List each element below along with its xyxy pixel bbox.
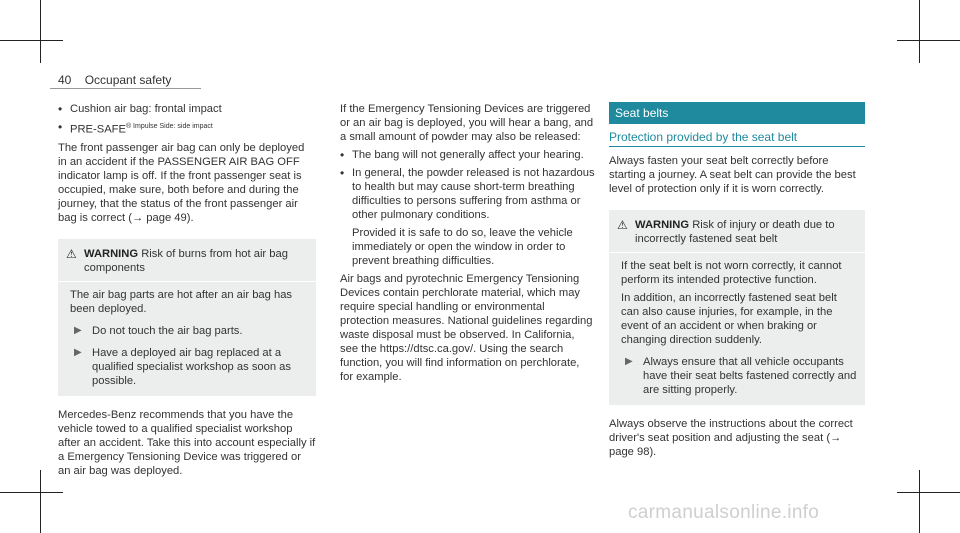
action-step: ▶ Do not touch the air bag parts. xyxy=(70,324,308,338)
warning-box: ⚠ WARNING Risk of burns from hot air bag components The air bag parts are hot after an air bag has been deployed. ▶ Do not touch the air bag parts. ▶ Have a deployed air bag replaced at a qualified specialist workshop as soon as possible. xyxy=(58,239,316,396)
section-band: Seat belts xyxy=(609,102,865,124)
list-item: • Cushion air bag: frontal impact xyxy=(58,102,222,116)
warning-body: In addition, an incorrectly fastened seat belt can also cause injuries, for example, in the event of an accident or when braking or changing direction suddenly. xyxy=(621,292,837,346)
watermark: carmanualsonline.info xyxy=(628,502,820,523)
warning-body: The air bag parts are hot after an air bag has been deployed. xyxy=(70,288,293,315)
column-left xyxy=(58,102,316,482)
paragraph: Always observe the instructions about the correct driver's seat position and adjusting the seat (→ page 98). xyxy=(609,418,853,458)
crop-mark xyxy=(40,0,41,63)
paragraph: Mercedes-Benz recommends that you have the vehicle towed to a qualified specialist workshop after an accident. Take this into account especially if a Emergency Tensioning Device was triggered or an air bag was deployed. xyxy=(58,408,316,477)
crop-mark xyxy=(0,40,63,41)
section-title: Occupant safety xyxy=(84,73,172,87)
play-arrow-icon: ▶ xyxy=(74,324,82,336)
column-right xyxy=(609,102,865,463)
page-header xyxy=(58,73,171,87)
crop-mark xyxy=(897,40,960,41)
warning-triangle-icon: ⚠ xyxy=(617,218,628,232)
column-middle xyxy=(340,102,595,388)
crop-mark xyxy=(0,492,63,493)
action-step: ▶ Have a deployed air bag replaced at a qualified specialist workshop as soon as possible. xyxy=(70,346,308,388)
paragraph: The front passenger air bag can only be deployed in an accident if the PASSENGER AIR BAG OFF indicator lamp is off. If the front passenger seat is occupied, make sure, both before and during the journey, that the status of the front passenger air bag is correct (→ page 49). xyxy=(58,141,305,224)
play-arrow-icon: ▶ xyxy=(74,346,82,358)
action-step: ▶ Always ensure that all vehicle occupants have their seat belts fastened correctly and are sitting properly. xyxy=(621,355,857,397)
bullet-icon: • xyxy=(340,148,345,162)
page-number: 40 xyxy=(58,73,72,87)
crop-mark xyxy=(919,0,920,63)
crop-mark xyxy=(40,470,41,533)
indented-paragraph: Provided it is safe to do so, leave the vehicle immediately or open the window in order to prevent breathing difficulties. xyxy=(352,227,573,267)
crop-mark xyxy=(897,492,960,493)
warning-box: ⚠ WARNING Risk of injury or death due to incorrectly fastened seat belt If the seat belt is not worn correctly, it cannot perform its intended protective function. In addition, an incorrectly fastened seat belt can also cause injuries, for example, in the event of an accident or when braking or changing direction suddenly. ▶ Always ensure that all vehicle occupants have their seat belts fastened correctly and are sitting properly. xyxy=(609,210,865,405)
paragraph: If the Emergency Tensioning Devices are triggered or an air bag is deployed, you will hear a bang, and a small amount of powder may also be released: xyxy=(340,103,594,143)
header-divider xyxy=(50,88,201,89)
bullet-icon: • xyxy=(58,120,63,134)
list-item: • In general, the powder released is not hazardous to health but may cause short-term breathing difficulties to persons suffering from asthma or other pulmonary conditions. xyxy=(340,166,595,221)
paragraph: Air bags and pyrotechnic Emergency Tensioning Devices contain perchlorate material, which may require special handling or environmental protection measures. National guidelines regarding waste disposal must be observed. In California, see the https://dtsc.ca.gov/. Using the search function, you will find information on perchlorate, for example. xyxy=(340,273,593,383)
bullet-icon: • xyxy=(58,102,63,116)
warning-body: If the seat belt is not worn correctly, it cannot perform its intended protective function. xyxy=(621,260,842,286)
crop-mark xyxy=(919,470,920,533)
subsection-title: Protection provided by the seat belt xyxy=(609,130,865,147)
list-item: • PRE-$SAFE^{® Impulse Side: side impact}$ xyxy=(58,120,213,136)
play-arrow-icon: ▶ xyxy=(625,356,633,367)
paragraph: Always fasten your seat belt correctly before starting a journey. A seat belt can provide the best level of protection only if it is worn correctly. xyxy=(609,155,856,195)
bullet-icon: • xyxy=(340,166,345,180)
warning-triangle-icon: ⚠ xyxy=(66,246,77,261)
list-item: • The bang will not generally affect your hearing. xyxy=(340,148,584,162)
